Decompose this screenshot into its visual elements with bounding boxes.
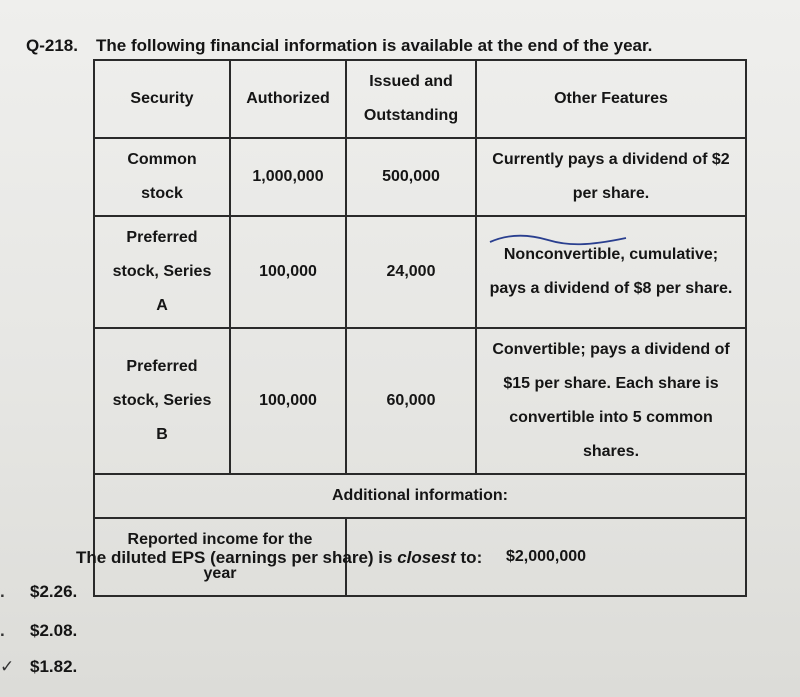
header-security: Security (94, 60, 230, 138)
table-row (94, 138, 746, 216)
security-line: B (156, 426, 168, 443)
features-cell (476, 138, 746, 216)
security-line: stock (141, 185, 183, 202)
header-authorized: Authorized (230, 60, 346, 138)
question-prompt (76, 548, 482, 568)
prompt-emphasis: closest (397, 548, 456, 567)
security-line: stock, Series (112, 392, 212, 409)
security-line: Preferred (126, 358, 198, 375)
features-line: Convertible; pays a dividend of (492, 341, 730, 358)
security-cell (94, 328, 230, 474)
choice-marker: . (0, 621, 5, 640)
choice-text: $2.08. (30, 621, 78, 640)
issued-cell: 24,000 (346, 216, 476, 328)
table-row (94, 328, 746, 474)
choice-b[interactable] (0, 621, 77, 641)
features-line: convertible into 5 common (509, 409, 713, 426)
additional-info-header: Additional information: (94, 474, 746, 518)
question-intro: The following financial information is available at the end of the year. (96, 36, 653, 55)
authorized-cell: 100,000 (230, 328, 346, 474)
issued-cell: 60,000 (346, 328, 476, 474)
question-number: Q-218. (26, 36, 78, 55)
question-header (26, 36, 652, 56)
income-label-line: year (203, 565, 237, 582)
features-line: per share. (572, 185, 650, 202)
features-line: $15 per share. Each share is (503, 375, 719, 392)
additional-info-row (94, 474, 746, 518)
choice-c[interactable] (0, 657, 77, 677)
financial-info-table (93, 59, 747, 597)
features-line: pays a dividend of $8 per share. (489, 280, 733, 297)
security-line: stock, Series (112, 263, 212, 280)
prompt-suffix: to: (455, 548, 483, 567)
choice-marker: . (0, 582, 5, 601)
table-header-row (94, 60, 746, 138)
choice-a[interactable] (0, 582, 77, 602)
table-row (94, 216, 746, 328)
features-cell (476, 328, 746, 474)
security-line: Preferred (126, 229, 198, 246)
handwritten-underline (488, 232, 628, 246)
security-line: A (156, 297, 168, 314)
checkmark-icon: ✓ (0, 657, 15, 676)
income-label-line: Reported income for the (127, 531, 313, 548)
header-features: Other Features (476, 60, 746, 138)
choice-text: $2.26. (30, 582, 78, 601)
header-issued: Issued and Outstanding (346, 60, 476, 138)
security-cell (94, 138, 230, 216)
features-line: Currently pays a dividend of $2 (492, 151, 730, 168)
features-line: shares. (582, 443, 640, 460)
authorized-cell: 100,000 (230, 216, 346, 328)
security-line: Common (127, 151, 197, 168)
security-cell (94, 216, 230, 328)
authorized-cell: 1,000,000 (230, 138, 346, 216)
prompt-prefix: The diluted EPS (earnings per share) is (76, 548, 398, 567)
income-value-cell: $2,000,000 (346, 518, 746, 596)
features-line: Nonconvertible, cumulative; (503, 246, 719, 263)
issued-cell: 500,000 (346, 138, 476, 216)
choice-text: $1.82. (30, 657, 78, 676)
